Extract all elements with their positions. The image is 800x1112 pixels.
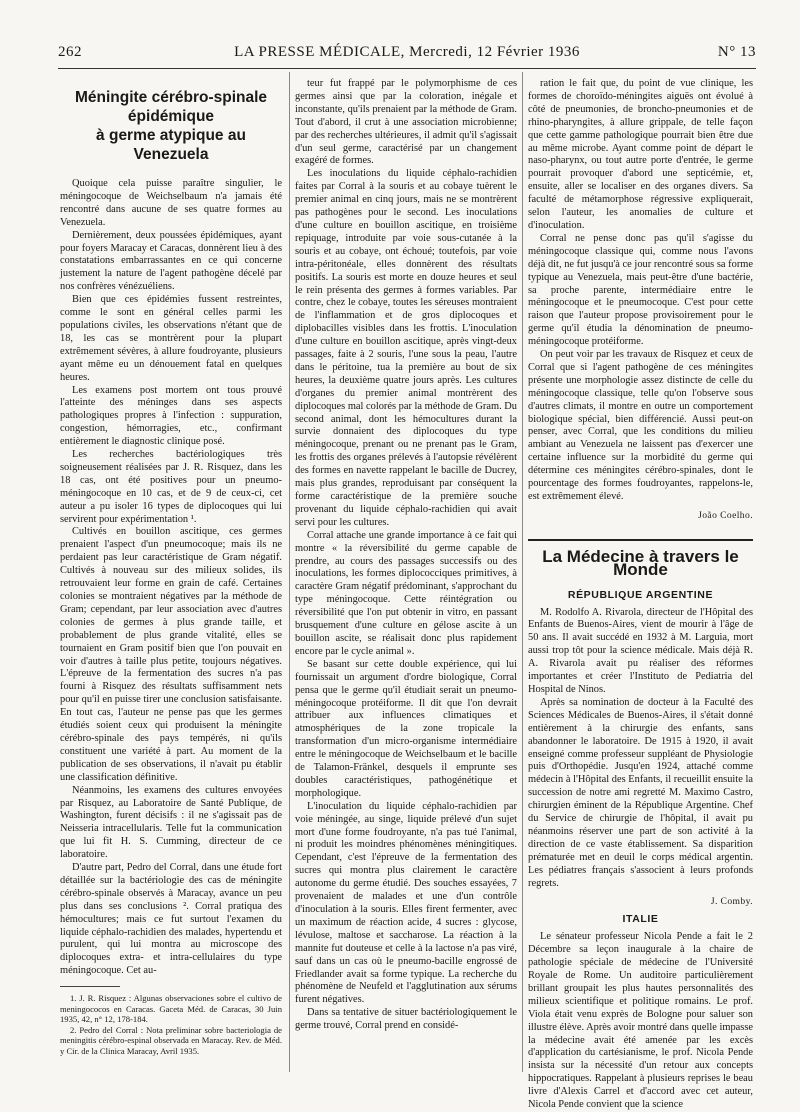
paragraph: ration le fait que, du point de vue clinique, les formes de choroïdo-méningites aiguës ont évolué à côté de pneumonies, de broncho-pneumonies et de rhino-pharyngites, à allure grippale, de telle façon que cette gamme pathologique pourrait bien être due au même microbe. Ayant comme point de départ le naso-pharynx, ou tout autre porte d'entrée, le germe pourrait provoquer d'abord une septicémie, et, ensuite, aller se localiser en des organes divers. Sa faculté de métamorphose régressive expliquerait, selon l'auteur, les anomalies de culture et d'inoculation. [528, 78, 753, 231]
paragraph: Les recherches bactériologiques très soigneusement réalisées par J. R. Risquez, dans les 18 cas, ont été positives pour un pneumo-méningocoque en 10 cas, et de 9 de ceux-ci, cet auteur a pu isoler 16 types de diplocoques qui lui servirent pour expérimentation ¹. [60, 449, 282, 525]
column-divider [522, 72, 523, 1072]
paragraph: Dans sa tentative de situer bactériologiquement le germe trouvé, Corral prend en considé- [295, 1007, 517, 1032]
author-signature: J. Comby. [710, 896, 753, 908]
paragraph: D'autre part, Pedro del Corral, dans une étude fort détaillée sur la bactériologie des cas de méningite cérébro-spinale observés à Maracay, avance un peu plus dans ses conclusions ². Corral pratiqua des hémocultures; mais ce fut surtout l'examen du liquide céphalo-rachidien des malades, hypertendu et purulent, qui lui montra au microscope des diplocoques extra- et intra-cellulaires du type méningocoque. Cet au- [60, 862, 282, 977]
paragraph: Corral ne pense donc pas qu'il s'agisse du méningocoque classique qui, comme nous l'avons déjà dit, ne fut jusqu'à ce jour rencontré sous sa forme typique au Venezuela, mais peut-être d'une bactérie, sa proche parente, intermédiaire entre le méningocoque et le pneumocoque. C'est pour cette raison que l'auteur propose provisoirement pour le germe qu'il étudia la dénomination de pneumo-méningocoque protéiforme. [528, 232, 753, 348]
page-header [58, 44, 756, 64]
paragraph: On peut voir par les travaux de Risquez et ceux de Corral que si l'agent pathogène de ces méningites présente une morphologie assez distincte de celle du méningocoque classique, telle qu'on l'observe sous d'autres climats, il montre en outre un comportement biologique spécial, bien différencié. Aussi peut-on penser, avec Corral, que les conditions du milieu ambiant au Venezuela ne laissent pas d'exercer une certaine influence sur la morbidité du germe qui détermine ces méningites cérébro-spinales, dont le pourcentage des formes foudroyantes, rappelons-le, est extrêmement élevé. [528, 349, 753, 502]
issue-number: N° 13 [717, 44, 756, 60]
header-rule [58, 68, 756, 69]
article-title-line: Méningite cérébro-spinale [74, 89, 268, 106]
footnote-rule [60, 986, 120, 987]
paragraph: teur fut frappé par le polymorphisme de ces germes ainsi que par la coloration, inégale et inconstante, qu'ils prenaient par la méthode de Gram. Tout d'abord, il crut à une association microbienne; par des recherches ultérieures, il admit qu'il s'agissait d'un seul germe, caractérisé par un changement exagéré de formes. [295, 78, 517, 167]
paragraph: Néanmoins, les examens des cultures envoyées par Risquez, au Laboratoire de Santé Publique, de Washington, furent décisifs : il ne s'agissait pas de Neisseria intracellularis. Telle fut la communication que lui fit H. S. Cumming, directeur de ce laboratoire. [60, 784, 282, 861]
page-number: 262 [58, 44, 82, 60]
column-divider [289, 72, 290, 1072]
paragraph: Se basant sur cette double expérience, qui lui fournissait un argument d'ordre biologique, Corral pensa que le germe qu'il étudiait serait un pneumo-méningocoque protéiforme. Il dit que l'on devrait attribuer aux influences climatiques et atmosphériques de la zone tropicale la transformation d'un micro-organisme intermédiaire entre le méningocoque de Weichselbaum et le bacille de Talamon-Fränkel, desquels il emprunte ses doubles caractéristiques, pathogénétique et morphologique. [295, 658, 517, 799]
paragraph: Corral attache une grande importance à ce fait qui montre « la réversibilité du germe capable de prendre, au cours des passages successifs ou des inoculations, les formes diplococciques primitives, à caractère Gram négatif prédominant, s'approchant du type méningocoque. Cette réintégration ou réversibilité que l'on put obtenir in vitro, en passant brusquement d'une culture en gélose ascite à un bouillon ascite, se réalisait donc plus rapidement encore par le cycle animal ». [295, 529, 517, 657]
paragraph: Les inoculations du liquide céphalo-rachidien faites par Corral à la souris et au cobaye tuèrent le premier animal en cinq jours, mais ne se montrèrent pas pathogènes pour le second. Les inoculations d'une culture en bouillon ascitique, en troisième repiquage, introduite par voie sous-cutanée à la souris et au cobaye, ont échoué; toutefois, par voie intra-péritonéale, elles donnèrent des résultats positifs. La souris est morte en douze heures et seul le rein présenta des germes à formes variables. Par contre, chez le cobaye, toutes les séreuses montraient de l'inflammation et de gros diplocoques et diplobacilles visibles dans les frottis. L'inoculation d'une culture en bouillon ascitique, après vingt-deux passages, faite à 2 souris, l'une sous la peau, l'autre dans le péritoine, tua la première au bout de six heures, la deuxième quatre jours après. Les cultures d'organes du premier animal montrèrent des diplocoques mal colorés par la méthode de Gram. Du second animal, dont les hémocultures durant la survie donnaient des diplocoques du type méningocoque, prenant ou ne prenant pas le Gram, les frottis des organes prélevés à l'autopsie révélèrent des formes en navette rappelant le bacille de Ducrey, mais plus grandes, reproduisant par conséquent la forme caractéristique de la première souche provenant du liquide céphalo-rachidien qui avait servi pour les cultures. [295, 168, 517, 528]
section-rule [528, 539, 753, 541]
paragraph: M. Rodolfo A. Rivarola, directeur de l'Hôpital des Enfants de Buenos-Aires, vient de mourir à l'âge de 50 ans. Il avait succédé en 1932 à M. Larguia, mort aussi trop tôt pour la science médicale. Mais déjà R. A. Rivarola avait pu réaliser des réformes importantes et créer l'Instituto de Pediatria del Hospital de Ninos. [528, 606, 753, 695]
article-title [60, 88, 282, 164]
article-title-line: à germe atypique au Venezuela [96, 127, 246, 163]
section-title: La Médecine à travers le Monde [542, 546, 739, 579]
column-1 [60, 78, 282, 1068]
paragraph: Les examens post mortem ont tous prouvé l'atteinte des méninges dans ses aspects pathologiques propres à l'infection : suppuration, congestion, hémorragies, etc., confirmant entièrement le diagnostic clinique posé. [60, 384, 282, 448]
column-3 [528, 78, 753, 1111]
article-title-line: épidémique [127, 108, 215, 125]
column-2 [295, 78, 517, 1068]
author-signature: João Coelho. [698, 509, 753, 521]
paragraph: Dernièrement, deux poussées épidémiques, ayant pour foyers Maracay et Caracas, donnèrent lieu à des constatations embarrassantes en ce qui concerne justement la nature de l'agent pathogène décelé par nos confrères vénézuéliens. [60, 229, 282, 293]
paragraph: Après sa nomination de docteur à la Faculté des Sciences Médicales de Buenos-Aires, il s'était donné entièrement à la chirurgie des enfants, sans abandonner le laboratoire. De 1915 à 1920, il avait enseigné comme professeur suppléant de Physiologie puis d'Orthopédie. Jusqu'en 1924, attaché comme médecin à l'Hôpital des Enfants, il recueillit ensuite la succession de notre ami regretté M. Maximo Castro, chirurgien éminent de la République Argentine. Chef du Service de chirurgie de l'hôpital, il avait pu néanmoins réserver une part de son activité à la direction de ce vaste établissement. Sa disparition prématurée met en deuil le corps médical argentin. Les pédiatres français s'associent à leurs profonds regrets. [528, 696, 753, 889]
paragraph: L'inoculation du liquide céphalo-rachidien par voie méningée, au singe, liquide prélevé d'un sujet mort d'une forme foudroyante, n'a pas tué l'animal, ni produit les moindres phénomènes méningitiques. Cependant, c'est l'épreuve de la fermentation des sucres qui montra plus clairement le caractère autonome du germe étudié. Des souches essayées, 7 provenaient de malades et une d'un contrôle d'inoculation à la souris. Elles firent fermenter, avec un maximum de réaction acide, 4 sucres : glycose, lévulose, maltose et saccharose. La réaction à la mannite fut douteuse et celle à la lactose n'a pas viré, sauf dans un cas où le pneumo-bacille engrossé de Friedlander avait sa forme typique. La recherche du phénomène de Neufeld et l'agglutination aux sérums furent négatives. [295, 800, 517, 1006]
footnote: 1. J. R. Risquez : Algunas observaciones sobre el cultivo de meningococos en Caracas. Gaceta Méd. de Caracas, 30 Juin 1935, 42, n° 12, 178-184. [60, 993, 282, 1025]
paragraph: Bien que ces épidémies fussent restreintes, comme le sont en général celles parmi les populations civiles, les observations n'étant que de 18, les cas se montrèrent pour la plupart extrêmement sévères, à allure foudroyante, plusieurs ayant même eu un dénouement fatal en quelques heures. [60, 294, 282, 383]
paragraph: Cultivés en bouillon ascitique, ces germes prenaient l'aspect d'un pneumocoque; mais ils ne perdaient pas leur caractéristique de Gram négatif. Cultivés à nouveau sur des milieux solides, ils retrouvaient leur forme en grain de café. Certaines colonies se montraient négatives par la méthode de Gram; cependant, par leur association avec d'autres colonies de germes à plus grande taille, et probablement de plus grande vitalité, elles se tournaient en Gram positif bien que l'on pouvait en voir d'autres à taille plus petite, toujours négatives. L'épreuve de la fermentation des sucres n'a pas fourni à Risquez des résultats suffisamment nets pour qu'il en puisse tirer une conclusion satisfaisante. En tout cas, l'auteur ne pense pas que les germes étudiés soient ceux qui produisent la méningite cérébro-spinale des pays tempérés, ni qu'ils constituent une variété à part. Au moment de la publication de ses observations, il n'avait pu établir une classification définitive. [60, 526, 282, 783]
publication-title: LA PRESSE MÉDICALE, Mercredi, 12 Février 1936 [234, 44, 580, 60]
paragraph: Le sénateur professeur Nicola Pende a fait le 2 Décembre sa leçon inaugurale à la chaire de pathologie spéciale de médecine de l'Université Royale de Rome. Un auditoire particulièrement brillant groupait les plus hautes personnalités des milieux scientifique et politique romains. Le prof. Viola était venu exprès de Bologne pour saluer son illustre élève. Après avoir montré dans quelle impasse la médecine avait été amenée par les excès d'application du cartésianisme, le prof. Nicola Pende insista sur la nécessité d'un retour aux concepts hippocratiques. Rappelant à plusieurs reprises le beau livre d'Alexis Carrel et d'accord avec cet auteur, Nicola Pende convient que la science [528, 931, 753, 1111]
subsection-title: ITALIE [622, 913, 659, 926]
subsection-title: RÉPUBLIQUE ARGENTINE [567, 588, 714, 601]
footnote: 2. Pedro del Corral : Nota preliminar sobre bacteriologia de meningitis cérébro-espinal observada en Maracay. Rev. de Méd. y Cir. de la Clinica Maracay, Avril 1935. [60, 1024, 282, 1056]
paragraph: Quoique cela puisse paraître singulier, le méningocoque de Weichselbaum n'a jamais été rencontré dans aucune de ses quatre formes au Venezuela. [60, 178, 282, 228]
